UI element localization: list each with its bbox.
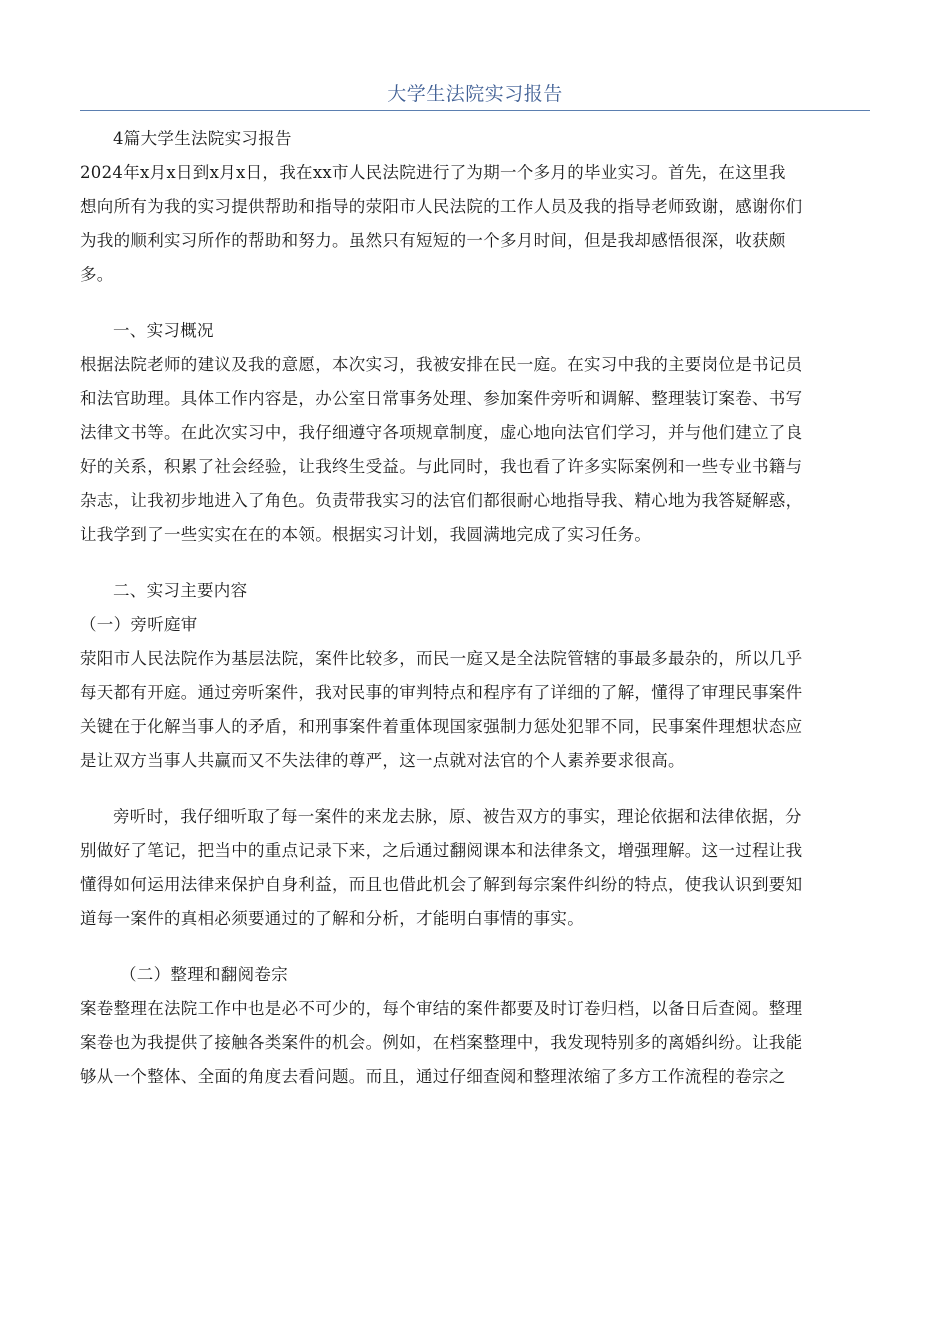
section-heading-main-content: 二、实习主要内容 xyxy=(113,581,248,600)
text-line: 荥阳市人民法院作为基层法院，案件比较多，而民一庭又是全法院管辖的事最多最杂的，所以几乎 xyxy=(80,649,803,668)
text-line: 为我的顺利实习所作的帮助和努力。虽然只有短短的一个多月时间，但是我却感悟很深，收获颇 xyxy=(80,231,786,250)
hearing-paragraph-2 xyxy=(80,800,870,936)
text-line: 案卷整理在法院工作中也是必不可少的，每个审结的案件都要及时订卷归档，以备日后查阅。整理 xyxy=(80,999,803,1018)
text-line: 案卷也为我提供了接触各类案件的机会。例如，在档案整理中，我发现特别多的离婚纠纷。让我能 xyxy=(80,1033,803,1052)
text-line: 是让双方当事人共赢而又不失法律的尊严，这一点就对法官的个人素养要求很高。 xyxy=(80,751,685,770)
text-line: 每天都有开庭。通过旁听案件，我对民事的审判特点和程序有了详细的了解，懂得了审理民事案件 xyxy=(80,683,803,702)
document-title: 大学生法院实习报告 xyxy=(387,83,563,105)
text-line: 和法官助理。具体工作内容是，办公室日常事务处理、参加案件旁听和调解、整理装订案卷、书写 xyxy=(80,389,803,408)
subsection-heading-files: （二）整理和翻阅卷宗 xyxy=(120,965,288,984)
text-line: 别做好了笔记，把当中的重点记录下来，之后通过翻阅课本和法律条文，增强理解。这一过程让我 xyxy=(80,841,803,860)
files-paragraph xyxy=(80,992,870,1094)
subtitle: 4篇大学生法院实习报告 xyxy=(113,129,292,148)
text-line: 旁听时，我仔细听取了每一案件的来龙去脉，原、被告双方的事实，理论依据和法律依据，分 xyxy=(113,807,802,826)
section-heading-overview: 一、实习概况 xyxy=(113,321,214,340)
text-line: 多。 xyxy=(80,265,114,284)
intro-paragraph xyxy=(80,156,870,292)
text-line: 道每一案件的真相必须要通过的了解和分析，才能明白事情的事实。 xyxy=(80,909,584,928)
overview-paragraph xyxy=(80,348,870,552)
subsection-heading-hearing: （一）旁听庭审 xyxy=(80,615,198,634)
text-line: 想向所有为我的实习提供帮助和指导的荥阳市人民法院的工作人员及我的指导老师致谢，感谢你们 xyxy=(80,197,803,216)
text-line: 2024年x月x日到x月x日，我在xx市人民法院进行了为期一个多月的毕业实习。首先，在这里我 xyxy=(80,163,786,182)
text-line: 让我学到了一些实实在在的本领。根据实习计划，我圆满地完成了实习任务。 xyxy=(80,525,652,544)
text-line: 懂得如何运用法律来保护自身利益，而且也借此机会了解到每宗案件纠纷的特点，使我认识到要知 xyxy=(80,875,803,894)
text-line: 法律文书等。在此次实习中，我仔细遵守各项规章制度，虚心地向法官们学习，并与他们建立了良 xyxy=(80,423,803,442)
text-line: 够从一个整体、全面的角度去看问题。而且，通过仔细查阅和整理浓缩了多方工作流程的卷宗之 xyxy=(80,1067,786,1086)
text-line: 关键在于化解当事人的矛盾，和刑事案件着重体现国家强制力惩处犯罪不同，民事案件理想状态应 xyxy=(80,717,803,736)
text-line: 根据法院老师的建议及我的意愿，本次实习，我被安排在民一庭。在实习中我的主要岗位是书记员 xyxy=(80,355,803,374)
document-body xyxy=(80,122,870,1094)
page-header xyxy=(80,78,870,111)
text-line: 好的关系，积累了社会经验，让我终生受益。与此同时，我也看了许多实际案例和一些专业书籍与 xyxy=(80,457,803,476)
text-line: 杂志，让我初步地进入了角色。负责带我实习的法官们都很耐心地指导我、精心地为我答疑解惑， xyxy=(80,491,803,510)
hearing-paragraph-1 xyxy=(80,642,870,778)
